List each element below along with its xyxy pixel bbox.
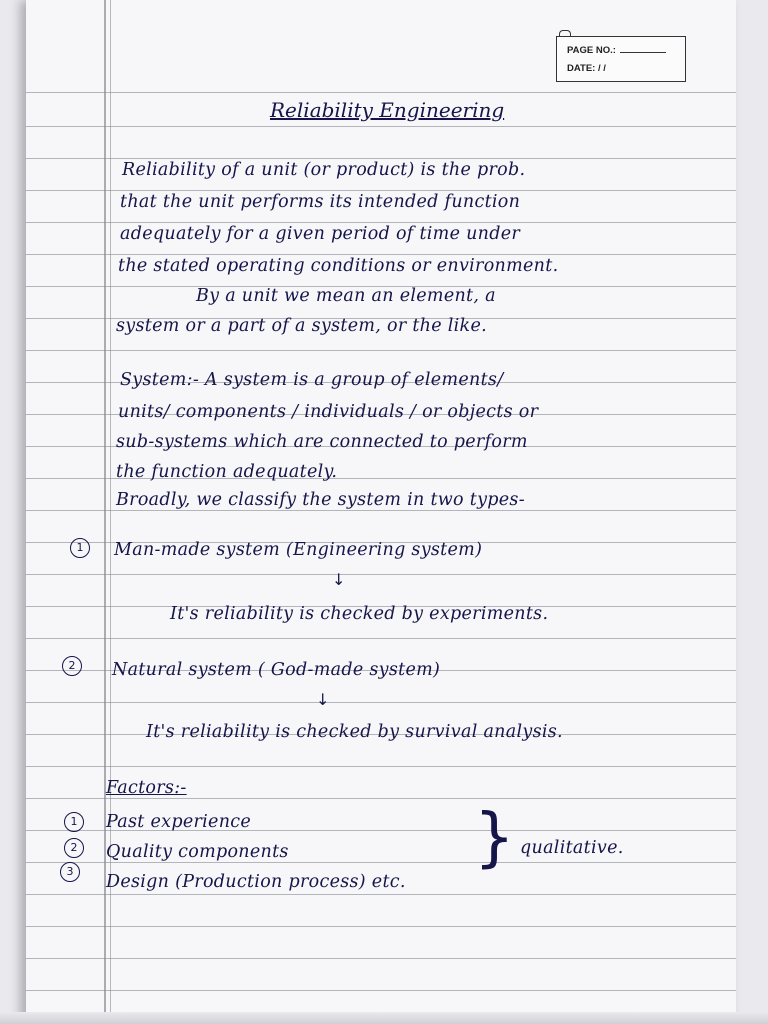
factor-item: Design (Production process) etc.: [106, 872, 406, 892]
definition-line: that the unit performs its intended function: [120, 192, 521, 212]
system-line: sub-systems which are connected to perform: [116, 432, 528, 452]
factor-number-badge: 3: [60, 862, 80, 882]
type-note: It's reliability is checked by survival analysis.: [146, 722, 563, 742]
ruled-line: [26, 574, 736, 575]
ruled-line: [26, 958, 736, 959]
factor-item: Past experience: [106, 812, 252, 832]
definition-line: the stated operating conditions or environment.: [118, 256, 559, 276]
down-arrow-icon: ↓: [332, 570, 346, 589]
ruled-line: [26, 126, 736, 127]
ruled-line: [26, 926, 736, 927]
type-name: Natural system ( God-made system): [112, 660, 441, 680]
type-number-badge: 2: [62, 656, 82, 676]
ruled-line: [26, 510, 736, 511]
system-line: units/ components / individuals / or objects or: [118, 402, 539, 422]
ruled-line: [26, 638, 736, 639]
ruled-line: [26, 766, 736, 767]
page-edge-shadow: [0, 1012, 768, 1024]
type-number-badge: 1: [70, 538, 90, 558]
ruled-line: [26, 862, 736, 863]
ruled-line: [26, 702, 736, 703]
factor-item: Quality components: [106, 842, 289, 862]
ruled-line: [26, 254, 736, 255]
factors-heading: Factors:-: [106, 778, 187, 798]
notebook-page: [26, 0, 736, 1024]
margin-line: [110, 0, 111, 1024]
page-no-label: PAGE NO.:: [567, 45, 616, 56]
date-label: DATE: / /: [567, 63, 606, 74]
ruled-line: [26, 222, 736, 223]
system-line: the function adequately.: [116, 462, 338, 482]
brace-glyph: }: [474, 801, 515, 875]
ruled-line: [26, 190, 736, 191]
page-title: Reliability Engineering: [270, 98, 505, 122]
ruled-line: [26, 894, 736, 895]
page-date-box: [556, 36, 686, 82]
definition-line: system or a part of a system, or the like.: [116, 316, 487, 336]
definition-line: adequately for a given period of time under: [120, 224, 521, 244]
ruled-line: [26, 350, 736, 351]
system-line: System:- A system is a group of elements/: [120, 370, 504, 390]
ruled-line: [26, 158, 736, 159]
system-line: Broadly, we classify the system in two types-: [116, 490, 525, 510]
ruled-line: [26, 92, 736, 93]
factor-number-badge: 2: [64, 838, 84, 858]
margin-line: [104, 0, 106, 1024]
definition-line: Reliability of a unit (or product) is the prob.: [122, 160, 526, 180]
factor-number-badge: 1: [64, 812, 84, 832]
type-note: It's reliability is checked by experiments.: [170, 604, 549, 624]
ruled-line: [26, 798, 736, 799]
down-arrow-icon: ↓: [316, 690, 330, 709]
qualitative-label: qualitative.: [520, 838, 624, 858]
ruled-line: [26, 990, 736, 991]
type-name: Man-made system (Engineering system): [114, 540, 483, 560]
definition-line: By a unit we mean an element, a: [196, 286, 496, 306]
